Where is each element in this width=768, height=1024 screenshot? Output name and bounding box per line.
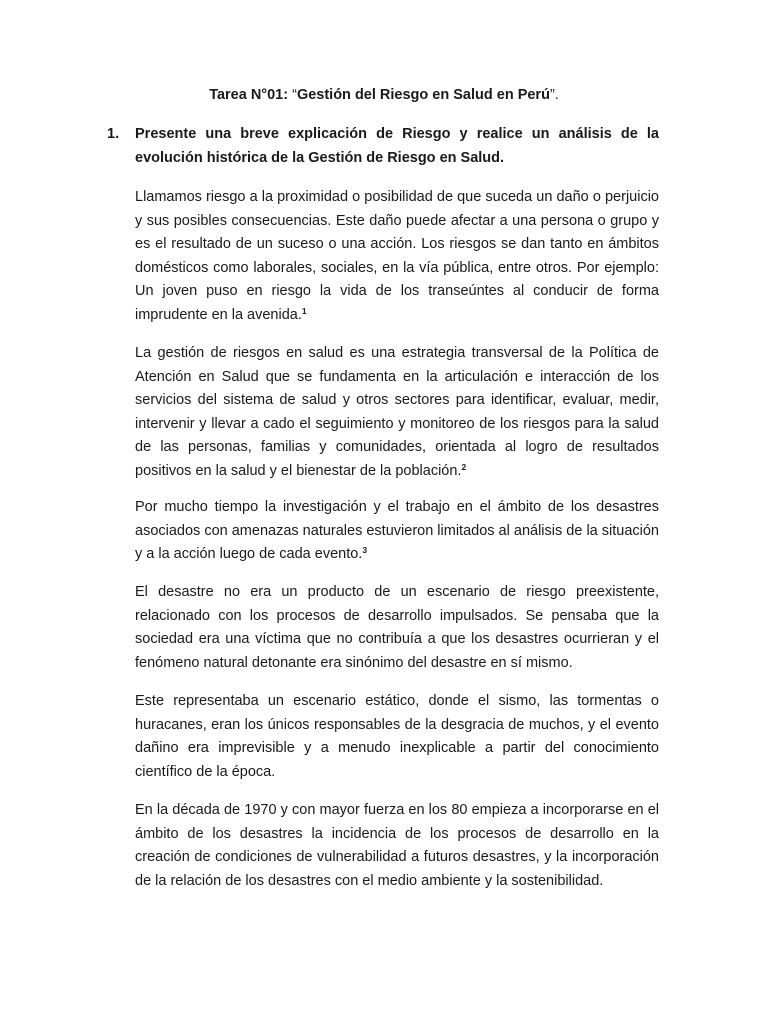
paragraph-disaster-scenario	[135, 581, 659, 675]
document-title	[0, 85, 768, 105]
paragraph-text: Este representaba un escenario estático, donde el sismo, las tormentas o huracanes, eran los únicos responsables de la desgracia de muchos, y el evento dañino era imprevisible y a menudo inexplicable a partir del conocimiento científico de la época.	[135, 693, 659, 780]
footnote-marker: 3	[362, 545, 368, 556]
paragraph-risk-management	[135, 342, 659, 484]
paragraph-text: El desastre no era un producto de un escenario de riesgo preexistente, relacionado con los procesos de desarrollo impulsados. Se pensaba que la sociedad era una víctima que no contribuía a que los desastres ocurrieran y el fenómeno natural detonante era sinónimo del desastre en sí mismo.	[135, 584, 659, 671]
title-open-quote: “	[292, 87, 297, 103]
title-close-quote: ”.	[549, 87, 559, 103]
paragraph-text: Llamamos riesgo a la proximidad o posibilidad de que suceda un daño o perjuicio y sus posibles consecuencias. Este daño puede afectar a una persona o grupo y es el resultado de un suceso o una acción. Los riesgos se dan tanto en ámbitos domésticos como laborales, sociales, en la vía pública, entre otros. Por ejemplo: Un joven puso en riesgo la vida de los transeúntes al conducir de forma imprudente en la avenida.	[135, 189, 659, 323]
paragraph-disaster-research	[135, 496, 659, 567]
paragraph-text: Por mucho tiempo la investigación y el trabajo en el ámbito de los desastres asociados con amenazas naturales estuvieron limitados al análisis de la situación y a la acción luego de cada evento.	[135, 499, 659, 563]
question-text: Presente una breve explicación de Riesgo y realice un análisis de la evolución histórica de la Gestión de Riesgo en Salud.	[135, 126, 659, 166]
paragraph-text: La gestión de riesgos en salud es una estrategia transversal de la Política de Atención en Salud que se fundamenta en la articulación e interacción de los servicios del sistema de salud y otros sectores para identificar, evaluar, medir, intervenir y llevar a cado el seguimiento y monitoreo de los riesgos para la salud de las personas, familias y comunidades, orientada al logro de resultados positivos en la salud y el bienestar de la población.	[135, 345, 659, 479]
paragraph-1970s-evolution	[135, 799, 659, 893]
title-subject: Gestión del Riesgo en Salud en Perú	[296, 87, 550, 103]
question-number: 1.	[107, 126, 120, 142]
question-heading	[107, 123, 659, 170]
paragraph-text: En la década de 1970 y con mayor fuerza en los 80 empieza a incorporarse en el ámbito de los desastres la incidencia de los procesos de desarrollo en la creación de condiciones de vulnerabilidad a futuros desastres, y la incorporación de la relación de los desastres con el medio ambiente y la sostenibilidad.	[135, 802, 659, 889]
footnote-marker: 2	[461, 461, 467, 472]
paragraph-risk-definition	[135, 186, 659, 328]
title-prefix: Tarea N°01:	[209, 87, 293, 103]
paragraph-static-scenario	[135, 690, 659, 784]
footnote-marker: 1	[301, 305, 307, 316]
